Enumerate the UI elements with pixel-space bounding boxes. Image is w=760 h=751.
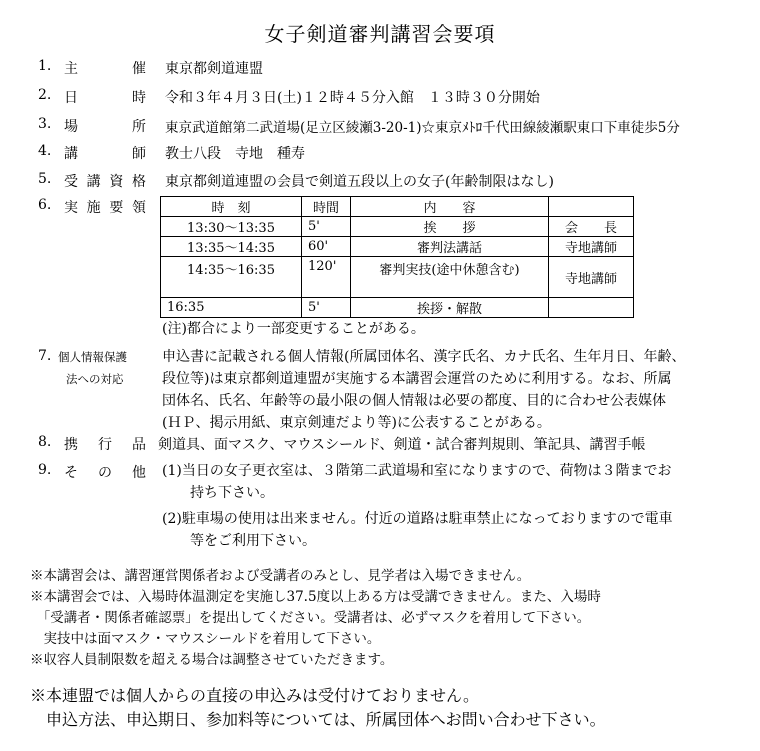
item-instructor: 4. 講 師 教士八段 寺地 種寿 — [38, 143, 305, 162]
privacy-label: 個人情報保護 法への対応 — [58, 350, 127, 386]
item-datetime: 2. 日 時 令和３年４月３日(土)１２時４５分入館 １３時３０分開始 — [38, 87, 540, 106]
footer-notice: ※本連盟では個人からの直接の申込みは受付けておりません。 申込方法、申込期日、参加料等については、所属団体へお問い合わせ下さい。 — [30, 686, 606, 729]
privacy-num: 7. — [38, 348, 52, 364]
document-title: 女子剣道審判講習会要項 — [264, 22, 496, 46]
item-implementation: 6. 実 施 要 領 — [38, 197, 146, 216]
item-organizer: 1. 主 催 東京都剣道連盟 — [38, 58, 263, 77]
schedule-table — [160, 196, 634, 318]
schedule-row: 13:30～13:35 5' 挨 拶 会 長 — [161, 217, 634, 237]
schedule-row: 16:35 5' 挨拶・解散 — [161, 298, 634, 318]
schedule-row: 13:35～14:35 60' 審判法講話 寺地講師 — [161, 237, 634, 257]
other-list: (1)当日の女子更衣室は、３階第二武道場和室になりますので、荷物は３階までお 持ち下さい。 (2)駐車場の使用は出来ません。付近の道路は駐車禁止になっておりますので電車 等をご利用下さい。 — [162, 463, 673, 549]
item-venue: 3. 場 所 東京武道館第二武道場(足立区綾瀬3-20-1)☆東京ﾒﾄﾛ千代田線綾瀬駅東口下車徒歩5分 — [38, 116, 680, 136]
schedule-row: 14:35～16:35 120' 審判実技(途中休憩含む) 寺地講師 — [161, 257, 634, 298]
schedule-header-row: 時 刻 時間 内 容 — [161, 197, 634, 217]
item-eligibility: 5. 受 講 資 格 東京都剣道連盟の会員で剣道五段以上の女子(年齢制限はなし) — [38, 171, 554, 190]
privacy-paragraph: 申込書に記載される個人情報(所属団体名、漢字氏名、カナ氏名、生年月日、年齢、 段位等)は東京都剣道連盟が実施する本講習会運営のために利用する。なお、所属 団体名、氏名、年齢等の最小限の個人情報は必要の都度、目的に合わせ公表媒体 (ＨＰ、掲示用紙、東京剣連だより等)に公表することがある。 — [162, 349, 686, 431]
notes-block: ※本講習会は、講習運営関係者および受講者のみとし、見学者は入場できません。 ※本講習会では、入場時体温測定を実施し37.5度以上ある方は受講できません。また、入場時 「受講者・関係者確認票」を提出してください。受講者は、必ずマスクを着用して下さい。 実技中は面マスク・マウスシールドを着用して下さい。 ※収容人員制限数を超える場合は調整させていただきます。 — [30, 568, 601, 668]
item-other: 9. そ の 他 — [38, 462, 146, 481]
item-carry: 8. 携 行 品 剣道具、面マスク、マウスシールド、剣道・試合審判規則、筆記具、講習手帳 — [38, 434, 646, 453]
schedule-note: (注)都合により一部変更することがある。 — [162, 321, 425, 337]
